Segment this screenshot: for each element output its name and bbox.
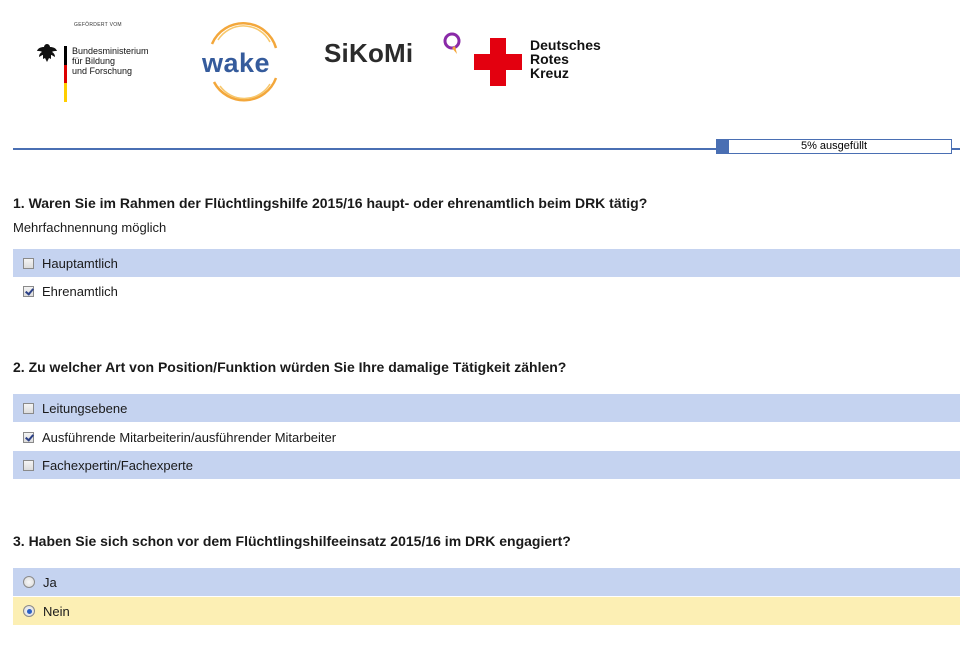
radio-button[interactable] [23, 576, 35, 588]
option-leitungsebene[interactable] [13, 394, 960, 422]
question-1-title: 1. Waren Sie im Rahmen der Flüchtlingshilfe 2015/16 haupt- oder ehrenamtlich beim DRK tätig? [13, 195, 648, 211]
red-cross-icon [474, 38, 522, 86]
wake-wordmark: wake [202, 48, 271, 78]
eagle-icon [36, 42, 58, 64]
checkbox[interactable] [23, 258, 34, 269]
option-label: Leitungsebene [42, 400, 128, 416]
bmbf-funded-label: GEFÖRDERT VOM [74, 22, 122, 28]
sikomi-logo [324, 38, 413, 78]
bmbf-name: Bundesministerium für Bildung und Forschung [72, 46, 149, 76]
option-label: Hauptamtlich [42, 255, 118, 271]
radio-button[interactable] [23, 605, 35, 617]
option-ehrenamtlich[interactable] [13, 277, 960, 305]
question-3-title: 3. Haben Sie sich schon vor dem Flüchtlingshilfeeinsatz 2015/16 im DRK engagiert? [13, 533, 571, 549]
option-hauptamtlich[interactable] [13, 249, 960, 277]
option-ausfuehrende-mitarbeiter[interactable] [13, 423, 960, 451]
option-fachexpertin[interactable] [13, 451, 960, 479]
drk-name: Deutsches Rotes Kreuz [530, 37, 601, 81]
option-label: Ehrenamtlich [42, 283, 118, 299]
sponsor-logos [0, 0, 960, 120]
german-flag-stripe [64, 46, 67, 102]
checkbox[interactable] [23, 432, 34, 443]
progress-bar [716, 139, 952, 154]
option-nein[interactable] [13, 597, 960, 625]
question-2-title: 2. Zu welcher Art von Position/Funktion würden Sie Ihre damalige Tätigkeit zählen? [13, 359, 567, 375]
sikomi-wordmark: SiKoMi [324, 38, 414, 68]
option-label: Ja [43, 574, 57, 590]
checkbox[interactable] [23, 403, 34, 414]
bmbf-logo [36, 22, 176, 108]
option-label: Fachexpertin/Fachexperte [42, 457, 194, 473]
drk-logo [474, 38, 624, 98]
checkbox[interactable] [23, 460, 34, 471]
option-label: Ausführende Mitarbeiterin/ausführender Mitarbeiter [42, 429, 337, 445]
progress-label: 5% ausgefüllt [800, 140, 868, 152]
question-1-hint: Mehrfachnennung möglich [13, 220, 167, 235]
checkbox[interactable] [23, 286, 34, 297]
speech-bubble-icon [442, 32, 462, 58]
wake-logo [198, 22, 290, 104]
option-label: Nein [43, 603, 70, 619]
option-ja[interactable] [13, 568, 960, 596]
